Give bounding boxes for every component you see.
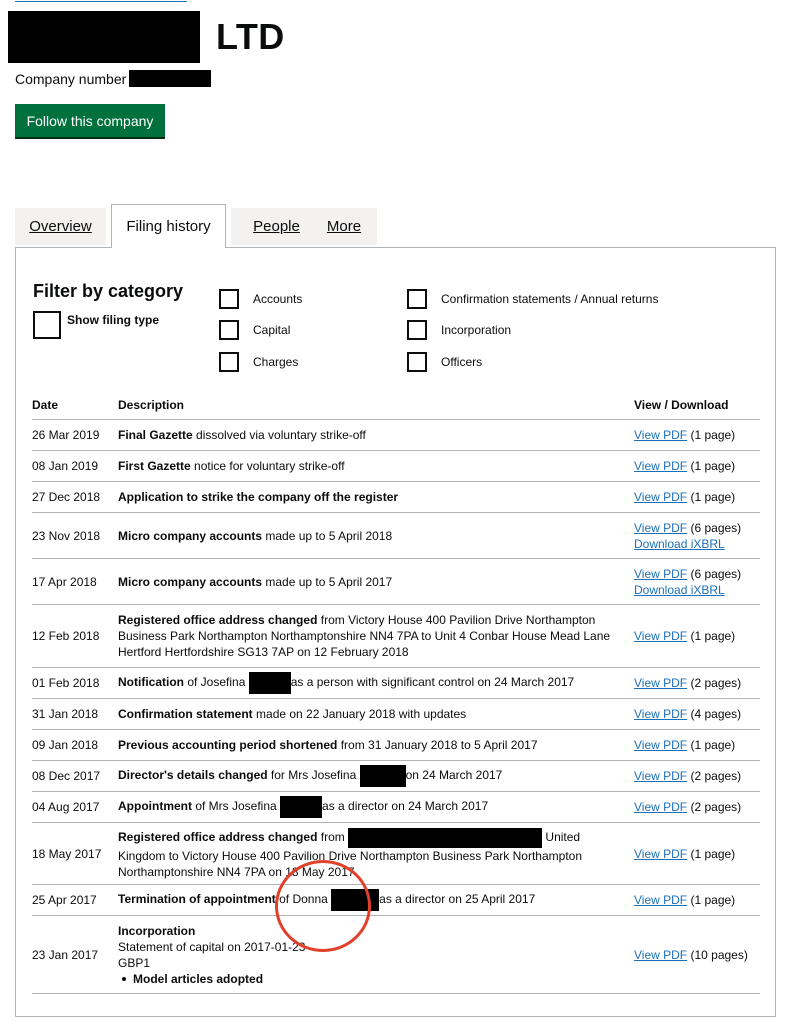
row-text: of Mrs Josefina	[192, 799, 281, 814]
row-text: made up to 5 April 2018	[262, 528, 393, 543]
row-date: 26 Mar 2019	[32, 428, 100, 442]
table-row	[32, 668, 760, 699]
redacted-company-number	[129, 70, 211, 87]
row-title: Notification	[118, 675, 184, 690]
page-count: (1 page)	[690, 428, 736, 442]
view-pdf-link[interactable]: View PDF	[634, 846, 688, 861]
category-confirmation-checkbox[interactable]	[407, 289, 658, 309]
row-title: Incorporation	[118, 923, 196, 938]
category-label: Incorporation	[441, 323, 512, 337]
view-pdf-link[interactable]: View PDF	[634, 738, 688, 752]
row-description	[118, 885, 618, 915]
table-row	[32, 482, 760, 513]
top-back-link[interactable]	[15, 0, 187, 2]
view-pdf-link[interactable]: View PDF	[634, 520, 688, 535]
row-date: 23 Jan 2017	[32, 947, 99, 962]
row-description	[118, 513, 618, 558]
category-label: Confirmation statements / Annual returns	[441, 292, 659, 306]
company-number-label: Company number	[15, 70, 127, 87]
row-title: Director's details changed	[118, 768, 268, 783]
view-pdf-link[interactable]: View PDF	[634, 459, 688, 473]
row-title: Previous accounting period shortened	[118, 738, 338, 752]
page-count: (4 pages)	[690, 707, 742, 721]
table-row	[32, 699, 760, 730]
row-view	[634, 761, 760, 791]
row-date: 01 Feb 2018	[32, 676, 100, 690]
row-view	[634, 482, 760, 512]
row-description	[118, 792, 618, 822]
table-row	[32, 823, 760, 885]
redacted-surname	[331, 889, 379, 911]
header-view-download: View / Download	[634, 398, 729, 412]
tab-more[interactable]: More	[311, 208, 377, 245]
row-view	[634, 420, 760, 450]
row-text: on 24 March 2017	[405, 768, 503, 783]
checkbox-box[interactable]	[407, 320, 427, 340]
row-date: 17 Apr 2018	[32, 574, 97, 589]
row-view	[634, 605, 760, 667]
row-title: Registered office address changed	[118, 613, 318, 627]
row-text: made up to 5 April 2017	[262, 574, 393, 589]
redacted-surname	[280, 796, 322, 818]
table-row	[32, 792, 760, 823]
row-date: 08 Dec 2017	[32, 769, 101, 783]
row-view	[634, 513, 760, 558]
row-description	[118, 916, 618, 993]
row-description	[118, 451, 618, 481]
row-title: Micro company accounts	[118, 528, 263, 543]
follow-company-button[interactable]: Follow this company	[15, 104, 165, 137]
view-pdf-link[interactable]: View PDF	[634, 490, 688, 504]
checkbox-box[interactable]	[219, 320, 239, 340]
filter-title: Filter by category	[33, 281, 184, 301]
page-count: (2 pages)	[690, 769, 742, 783]
page-count: (1 page)	[690, 893, 736, 907]
page-count: (2 pages)	[690, 676, 742, 690]
row-description	[118, 420, 618, 450]
row-view	[634, 699, 760, 729]
row-title: Registered office address changed	[118, 829, 318, 844]
redacted-surname	[249, 672, 291, 694]
tab-filing-history[interactable]: Filing history	[111, 204, 226, 248]
table-row	[32, 916, 760, 994]
download-ixbrl-link[interactable]: Download iXBRL	[634, 582, 725, 597]
row-description	[118, 761, 618, 791]
checkbox-box[interactable]	[219, 289, 239, 309]
view-pdf-link[interactable]: View PDF	[634, 800, 688, 814]
row-title: First Gazette	[118, 459, 191, 473]
row-date: 27 Dec 2018	[32, 490, 101, 504]
row-text: of Donna	[275, 892, 332, 907]
view-pdf-link[interactable]: View PDF	[634, 893, 688, 907]
row-text: United Kingdom to Victory House 400 Pavilion Drive Northampton Business Park Northampton Northamptonshire NN4 7PA on 18 May 2017	[118, 829, 583, 879]
row-view	[634, 730, 760, 760]
row-text: as a director on 25 April 2017	[379, 892, 536, 907]
row-date: 31 Jan 2018	[32, 707, 99, 721]
category-accounts-checkbox[interactable]	[219, 289, 302, 309]
category-officers-checkbox[interactable]	[407, 352, 482, 372]
row-text: notice for voluntary strike-off	[190, 459, 345, 473]
row-view	[634, 668, 760, 698]
row-date: 25 Apr 2017	[32, 893, 97, 907]
table-row	[32, 451, 760, 482]
redacted-surname	[360, 765, 406, 787]
row-text: from	[317, 829, 349, 844]
category-label: Charges	[253, 355, 299, 369]
row-view	[634, 885, 760, 915]
redacted-address	[348, 828, 542, 848]
table-row	[32, 605, 760, 668]
bullet-dot	[122, 977, 126, 981]
checkbox-box[interactable]	[33, 311, 61, 339]
row-title: Termination of appointment	[118, 892, 276, 907]
tab-people[interactable]: People	[231, 208, 322, 245]
row-description	[118, 699, 618, 729]
row-text: for Mrs Josefina	[267, 768, 360, 783]
category-capital-checkbox[interactable]	[219, 320, 290, 340]
page-count: (1 page)	[690, 490, 736, 504]
row-text: as a director on 24 March 2017	[322, 799, 489, 814]
row-date: 23 Nov 2018	[32, 528, 101, 543]
table-row	[32, 761, 760, 792]
page-count: (6 pages)	[690, 566, 742, 581]
page-count: (10 pages)	[690, 947, 748, 962]
table-row	[32, 885, 760, 916]
page-count: (1 page)	[690, 459, 736, 473]
row-description	[118, 730, 618, 760]
row-title: Appointment	[118, 799, 192, 814]
row-text: from Victory House 400 Pavilion Drive Northampton Business Park Northampton Northamptonshire NN4 7PA to Unit 4 Conbar House Mead Lane Hertford Hertfordshire SG13 7AP on 12 February 2018	[118, 613, 611, 659]
redacted-company-name	[8, 11, 200, 63]
row-text: dissolved via voluntary strike-off	[192, 428, 366, 442]
category-label: Accounts	[253, 292, 303, 306]
tab-overview[interactable]: Overview	[15, 208, 106, 245]
row-text: GBP1	[118, 955, 151, 970]
row-date: 18 May 2017	[32, 846, 102, 861]
row-description	[118, 823, 618, 884]
show-filing-type-checkbox[interactable]	[33, 311, 159, 339]
page-count: (2 pages)	[690, 800, 742, 814]
view-pdf-link[interactable]: View PDF	[634, 629, 688, 643]
view-pdf-link[interactable]: View PDF	[634, 947, 688, 962]
row-view	[634, 823, 760, 884]
row-text: of Josefina	[184, 675, 249, 690]
category-charges-checkbox[interactable]	[219, 352, 298, 372]
page-count: (6 pages)	[690, 520, 742, 535]
view-pdf-link[interactable]: View PDF	[634, 676, 688, 690]
page-count: (1 page)	[690, 846, 736, 861]
row-text: Statement of capital on 2017-01-23	[118, 939, 306, 954]
row-date: 12 Feb 2018	[32, 629, 100, 643]
row-view	[634, 559, 760, 604]
show-filing-type-label: Show filing type	[67, 313, 159, 327]
view-pdf-link[interactable]: View PDF	[634, 566, 688, 581]
row-date: 09 Jan 2018	[32, 738, 99, 752]
row-view	[634, 451, 760, 481]
company-title	[8, 10, 285, 64]
row-description	[118, 482, 618, 512]
company-number	[15, 70, 211, 87]
row-view	[634, 792, 760, 822]
row-title: Micro company accounts	[118, 574, 263, 589]
checkbox-box[interactable]	[219, 352, 239, 372]
header-date: Date	[32, 398, 59, 412]
table-row	[32, 513, 760, 559]
row-title: Confirmation statement	[118, 707, 253, 721]
page-count: (1 page)	[690, 629, 736, 643]
category-label: Officers	[441, 355, 483, 369]
row-description	[118, 559, 618, 604]
table-row	[32, 730, 760, 761]
row-description	[118, 605, 618, 667]
filing-history-panel	[15, 247, 776, 1017]
row-description	[118, 668, 618, 698]
row-text: as a person with significant control on 24 March 2017	[290, 675, 575, 690]
table-row	[32, 420, 760, 451]
page-count: (1 page)	[690, 738, 736, 752]
row-date: 08 Jan 2019	[32, 459, 99, 473]
header-description: Description	[118, 398, 185, 412]
checkbox-box[interactable]	[407, 289, 427, 309]
checkbox-box[interactable]	[407, 352, 427, 372]
bullet-text: Model articles adopted	[133, 971, 264, 986]
row-text: from 31 January 2018 to 5 April 2017	[337, 738, 538, 752]
view-pdf-link[interactable]: View PDF	[634, 769, 688, 783]
row-title: Application to strike the company off the register	[118, 490, 399, 504]
row-text: made on 22 January 2018 with updates	[252, 707, 467, 721]
category-incorporation-checkbox[interactable]	[407, 320, 511, 340]
view-pdf-link[interactable]: View PDF	[634, 428, 688, 442]
row-title: Final Gazette	[118, 428, 193, 442]
download-ixbrl-link[interactable]: Download iXBRL	[634, 536, 725, 551]
row-date: 04 Aug 2017	[32, 800, 100, 814]
bullet-item	[118, 971, 305, 987]
view-pdf-link[interactable]: View PDF	[634, 707, 688, 721]
company-name-suffix: LTD	[216, 16, 285, 57]
category-label: Capital	[253, 323, 291, 337]
table-row	[32, 559, 760, 605]
row-view	[634, 916, 760, 993]
